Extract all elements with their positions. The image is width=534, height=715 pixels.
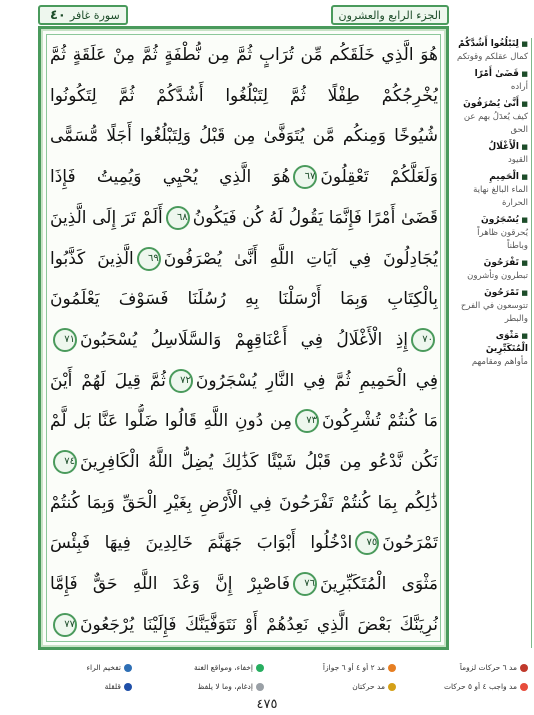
verse-line xyxy=(50,242,438,276)
verse-text-continued: فَاصْبِرْ إِنَّ وَعْدَ اللَّهِ حَقٌّ فَإِمَّا xyxy=(50,574,290,595)
verse-text-continued: الَّذِينَ كَذَّبُوا xyxy=(50,248,134,269)
legend-color-dot-icon xyxy=(388,683,396,691)
ayah-marker: ٧٥ xyxy=(355,531,379,555)
verse-line xyxy=(50,404,438,438)
ayah-marker: ٧٦ xyxy=(293,572,317,596)
note-definition: تبطرون وتأشرون xyxy=(467,271,528,281)
verse-text-continued: مِن دُونِ اللَّهِ قَالُوا ضَلُّوا عَنَّا بَل لَّمْ xyxy=(50,411,292,432)
legend-item xyxy=(138,682,264,691)
verse-line xyxy=(50,79,438,113)
note-term: ■ تَفْرَحُونَ xyxy=(454,257,528,270)
ayah-marker: ٧٤ xyxy=(53,450,77,474)
note-term: ■ يُسْجَرُونَ xyxy=(454,214,528,227)
verse-line xyxy=(50,323,438,357)
verse-line xyxy=(50,38,438,72)
legend-label: إخفاء، ومواقع الغنة xyxy=(194,663,253,672)
page-number: ٤٧٥ xyxy=(256,697,278,712)
surah-label: سورة غافر xyxy=(69,8,120,22)
tajweed-legend xyxy=(6,659,528,695)
note-definition: مأواهم ومقامهم xyxy=(471,357,528,367)
juz-cartouche xyxy=(331,5,450,25)
note-definition: أراده xyxy=(510,82,528,92)
verse-text: وَلَعَلَّكُمْ تَعْقِلُونَ xyxy=(320,167,438,188)
legend-item xyxy=(402,663,528,672)
verse-line xyxy=(50,364,438,398)
legend-item xyxy=(138,663,264,672)
note-definition: الماء البالغ نهاية الحرارة xyxy=(473,185,528,208)
legend-color-dot-icon xyxy=(124,683,132,691)
verse-line xyxy=(50,486,438,520)
verse-line xyxy=(50,201,438,235)
note-term: ■ قَضَىٰ أَمْرًا xyxy=(454,68,528,81)
margin-note xyxy=(454,330,528,369)
margin-note xyxy=(454,68,528,94)
verse-line xyxy=(50,282,438,316)
verse-text: قَضَىٰ أَمْرًا فَإِنَّمَا يَقُولُ لَهُ كُن فَيَكُونُ xyxy=(192,207,438,228)
legend-color-dot-icon xyxy=(388,664,396,672)
note-term: ■ الْأَغْلَالُ xyxy=(454,141,528,154)
verse-line xyxy=(50,160,438,194)
ayah-marker: ٧٢ xyxy=(169,369,193,393)
note-definition: كمال عقلكم وقوتكم xyxy=(457,52,528,62)
verse-line xyxy=(50,608,438,642)
verse-text: مَثْوَى الْمُتَكَبِّرِينَ xyxy=(319,574,438,595)
note-definition: تتوسعون في الفرح والبطر xyxy=(460,301,528,324)
verse-line xyxy=(50,119,438,153)
legend-item xyxy=(402,682,528,691)
legend-label: إدغام، وما لا يلفظ xyxy=(197,682,253,691)
ayah-marker: ٧١ xyxy=(53,328,77,352)
legend-label: مد حركتان xyxy=(352,682,385,691)
verse-text: بِالْكِتَابِ وَبِمَا أَرْسَلْنَا بِهِ رُسُلَنَا فَسَوْفَ يَعْلَمُونَ xyxy=(50,289,438,310)
margin-note xyxy=(454,38,528,64)
legend-item xyxy=(6,663,132,672)
verse-text-continued: ادْخُلُوا أَبْوَابَ جَهَنَّمَ خَالِدِينَ فِيهَا فَبِئْسَ xyxy=(50,533,353,554)
legend-color-dot-icon xyxy=(256,683,264,691)
note-term: ■ الْحَمِيمِ xyxy=(454,171,528,184)
legend-label: مد ٢ أو ٤ أو ٦ جوازاً xyxy=(322,663,385,672)
note-term: ■ مَثْوَى الْمُتَكَبِّرِينَ xyxy=(454,330,528,356)
quran-text xyxy=(50,38,438,642)
verse-line xyxy=(50,526,438,560)
legend-color-dot-icon xyxy=(256,664,264,672)
margin-note xyxy=(454,171,528,210)
surah-cartouche xyxy=(38,5,128,25)
legend-label: مد واجب ٤ أو ٥ حركات xyxy=(443,682,517,691)
verse-text-continued: هُوَ الَّذِي يُحْيِي وَيُمِيتُ فَإِذَا xyxy=(50,167,291,188)
verse-text: ذَٰلِكُم بِمَا كُنتُمْ تَفْرَحُونَ فِي الْأَرْضِ بِغَيْرِ الْحَقِّ وَبِمَا كُنتُمْ xyxy=(50,492,438,513)
note-term: ■ تَمْرَحُونَ xyxy=(454,287,528,300)
legend-color-dot-icon xyxy=(520,664,528,672)
legend-label: مد ٦ حركات لزوماً xyxy=(459,663,517,672)
margin-note xyxy=(454,98,528,137)
verse-text: يُجَادِلُونَ فِي آيَاتِ اللَّهِ أَنَّىٰ يُصْرَفُونَ xyxy=(163,248,438,269)
note-definition: القيود xyxy=(508,155,528,165)
legend-item xyxy=(270,663,396,672)
margin-note xyxy=(454,214,528,253)
margin-notes xyxy=(454,38,532,648)
note-term: ■ لِتَبْلُغُوا أَشُدَّكُمْ xyxy=(454,38,528,51)
verse-text-continued: أَلَمْ تَرَ إِلَى الَّذِينَ xyxy=(50,207,163,228)
page-header xyxy=(38,4,449,26)
ayah-marker: ٦٩ xyxy=(137,247,161,271)
verse-text: تَمْرَحُونَ xyxy=(382,533,438,554)
ayah-marker: ٦٧ xyxy=(293,165,317,189)
verse-text: شُيُوخًا وَمِنكُم مَّن يُتَوَفَّىٰ مِن قَبْلُ وَلِتَبْلُغُوا أَجَلًا مُّسَمًّى xyxy=(50,126,438,147)
ayah-marker: ٦٨ xyxy=(166,206,190,230)
ayah-marker: ٧٠ xyxy=(411,328,435,352)
ayah-marker: ٧٧ xyxy=(53,613,77,637)
verse-text: نُرِيَنَّكَ بَعْضَ الَّذِي نَعِدُهُمْ أَوْ نَتَوَفَّيَنَّكَ فَإِلَيْنَا يُرْجَعُونَ xyxy=(80,614,438,635)
legend-label: قلقلة xyxy=(104,682,121,691)
verse-line xyxy=(50,445,438,479)
legend-item xyxy=(270,682,396,691)
verse-line xyxy=(50,567,438,601)
margin-note xyxy=(454,287,528,326)
margin-note xyxy=(454,141,528,167)
margin-note xyxy=(454,257,528,283)
legend-color-dot-icon xyxy=(124,664,132,672)
legend-item xyxy=(6,682,132,691)
legend-label: تفخيم الراء xyxy=(86,663,121,672)
note-definition: يُحرقون ظاهراً وباطناً xyxy=(477,228,528,251)
note-definition: كيف يُعدَلُ بهم عن الحق xyxy=(463,112,528,135)
note-term: ■ أَنَّىٰ يُصْرَفُونَ xyxy=(454,98,528,111)
juz-label: الجزء الرابع والعشرون xyxy=(338,8,441,22)
verse-text: إِذِ الْأَغْلَالُ فِي أَعْنَاقِهِمْ وَالسَّلَاسِلُ يُسْحَبُونَ xyxy=(80,329,408,350)
verse-text: فِي الْحَمِيمِ ثُمَّ فِي النَّارِ يُسْجَرُونَ xyxy=(195,370,438,391)
verse-text: مَا كُنتُمْ تُشْرِكُونَ xyxy=(322,411,438,432)
ayah-marker: ٧٣ xyxy=(295,409,319,433)
verse-text: يُخْرِجُكُمْ طِفْلًا ثُمَّ لِتَبْلُغُوا أَشُدَّكُمْ ثُمَّ لِتَكُونُوا xyxy=(50,85,438,106)
verse-text: نَكُن نَّدْعُو مِن قَبْلُ شَيْئًا كَذَٰلِكَ يُضِلُّ اللَّهُ الْكَافِرِينَ xyxy=(80,452,438,473)
surah-number: ٤٠ xyxy=(50,7,66,23)
verse-text-continued: ثُمَّ قِيلَ لَهُمْ أَيْنَ xyxy=(50,370,166,391)
legend-color-dot-icon xyxy=(520,683,528,691)
verse-text: هُوَ الَّذِي خَلَقَكُم مِّن تُرَابٍ ثُمَّ مِن نُّطْفَةٍ ثُمَّ مِنْ عَلَقَةٍ ثُمَّ xyxy=(50,45,438,65)
